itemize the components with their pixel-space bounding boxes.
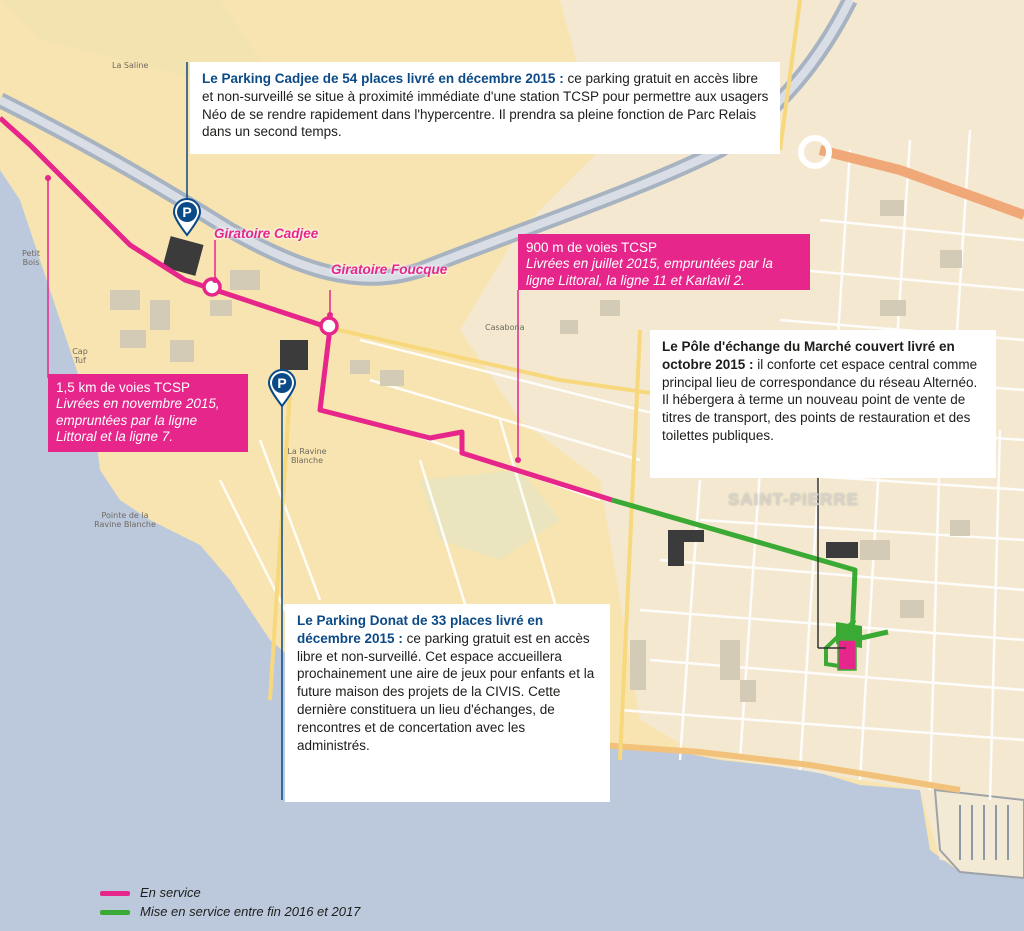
legend-in-service (100, 885, 201, 900)
label-giratoire-cadjee: Giratoire Cadjee (214, 226, 319, 241)
parking-symbol-donat: P (277, 375, 287, 391)
box-tcsp-1-5km-title: 1,5 km de voies TCSP (56, 380, 191, 395)
callout-donat-head: Le Parking Donat de 33 places livré en décembre 2015 : (297, 613, 544, 646)
legend-swatch-green (100, 910, 130, 915)
callout-parking-cadjee (190, 62, 780, 154)
legend-in-service-label: En service (140, 885, 201, 900)
place-pointe-ravine-blanche: Pointe de la Ravine Blanche (94, 511, 156, 529)
callout-pole-marche (650, 330, 996, 478)
leader-dot (212, 277, 218, 283)
place-petit-bois: Petit Bois (22, 249, 40, 267)
box-tcsp-900m (518, 234, 810, 290)
callout-cadjee-head: Le Parking Cadjee de 54 places livré en décembre 2015 : (202, 71, 564, 86)
box-tcsp-900m-title: 900 m de voies TCSP (526, 240, 658, 255)
callout-marche-head: Le Pôle d'échange du Marché couvert livré en octobre 2015 : (662, 339, 955, 372)
legend-upcoming (100, 904, 360, 919)
place-saint-pierre: SAINT-PIERRE (728, 490, 860, 509)
place-la-ravine-blanche: La Ravine Blanche (287, 447, 327, 465)
place-la-saline: La Saline (112, 61, 149, 70)
box-tcsp-900m-text: Livrées en juillet 2015, empruntées par la ligne Littoral, la ligne 11 et Karlavil 2. (526, 256, 773, 288)
roundabout-foucque (321, 318, 337, 334)
port-jetty (935, 790, 1024, 878)
box-tcsp-1-5km (48, 374, 248, 452)
place-cap-tuf: Cap Tuf (72, 347, 88, 365)
marche-couvert-marker (838, 640, 856, 670)
parking-symbol-cadjee: P (182, 204, 192, 220)
label-giratoire-foucque: Giratoire Foucque (331, 262, 448, 277)
legend-upcoming-label: Mise en service entre fin 2016 et 2017 (140, 904, 361, 919)
leader-dot (515, 457, 521, 463)
callout-marche-body: il conforte cet espace central comme principal lieu de correspondance du réseau Alternéo. Il hébergera à terme un nouveau point de vente de titres de transport, des points de restauration et des toilettes publiques. (662, 356, 978, 444)
callout-donat-body: ce parking gratuit est en accès libre et non-surveillé. Cet espace accueillera prochainement une aire de jeux pour enfants et la future maison des projets de la CIVIS. Cette dernière constituera un lieu d'échanges, de rencontres et de concertation avec les administrés. (297, 630, 595, 753)
callout-parking-donat (285, 604, 610, 802)
place-casabona: Casabona (485, 323, 525, 332)
box-tcsp-1-5km-text: Livrées en novembre 2015, empruntées par la ligne Littoral et la ligne 7. (56, 396, 220, 445)
leader-dot (45, 175, 51, 181)
callout-cadjee-body: ce parking gratuit en accès libre et non-surveillé se situe à proximité immédiate d'une station TCSP pour permettre aux usagers Néo de se rendre rapidement dans l'hypercentre. Il prendra sa pleine fonction de Parc Relais dans un second temps. (202, 71, 769, 140)
legend-swatch-pink (100, 891, 130, 896)
